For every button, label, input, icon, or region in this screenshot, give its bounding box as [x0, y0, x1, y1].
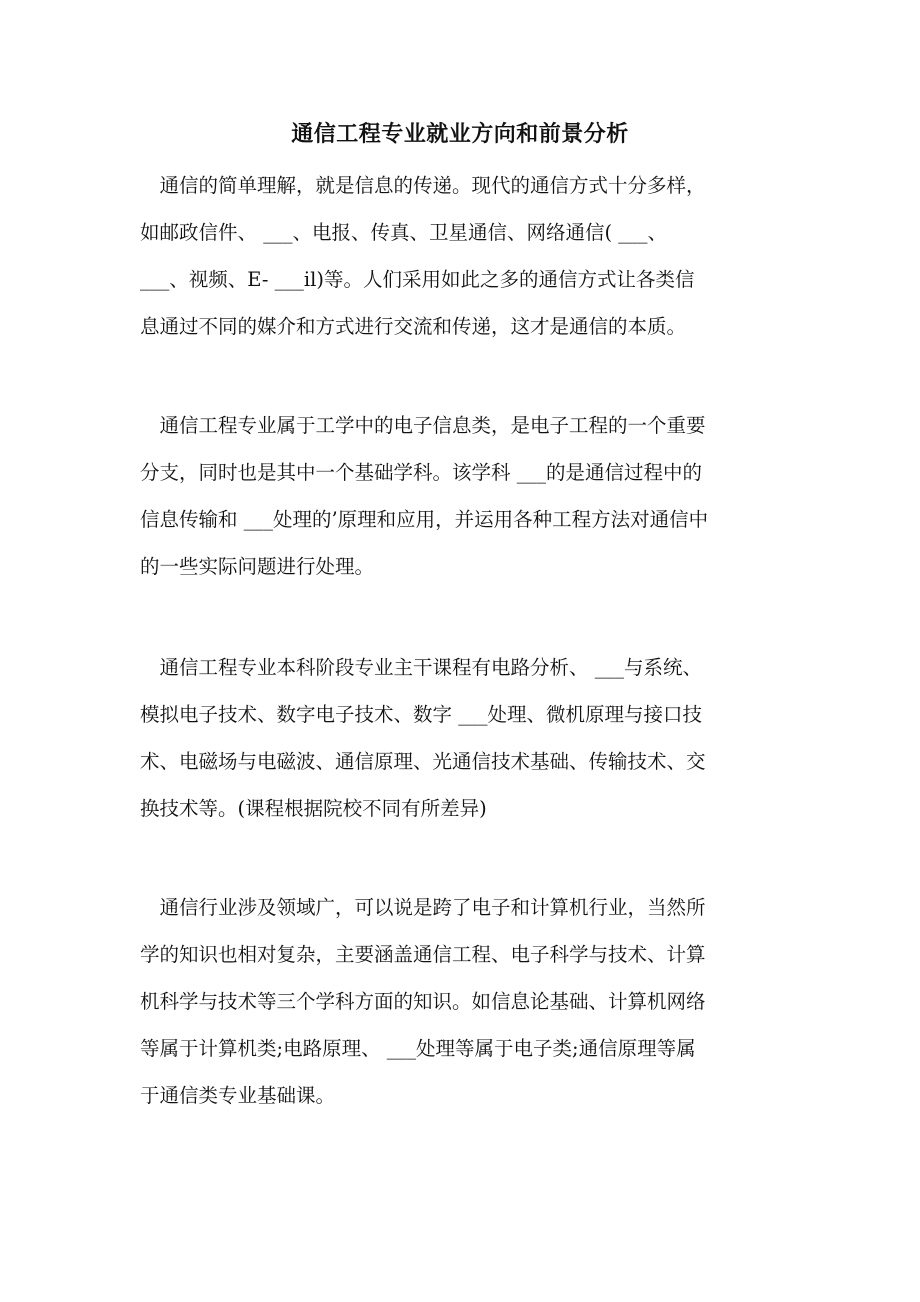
paragraph-line: 等属于计算机类;电路原理、 ___处理等属于电子类;通信原理等属	[140, 1037, 696, 1060]
paragraph-line: 的一些实际问题进行处理。	[140, 555, 375, 578]
paragraph-2	[140, 402, 780, 590]
paragraph-1	[140, 162, 780, 350]
paragraph-line: 通信工程专业属于工学中的电子信息类，是电子工程的一个重要	[140, 414, 706, 437]
paragraph-line: 如邮政信件、 ___、电报、传真、卫星通信、网络通信( ___、	[140, 221, 668, 244]
paragraph-line: 于通信类专业基础课。	[140, 1084, 336, 1107]
paragraph-line: 通信的简单理解，就是信息的传递。现代的通信方式十分多样，	[140, 174, 706, 197]
paragraph-line: 术、电磁场与电磁波、通信原理、光通信技术基础、传输技术、交	[140, 750, 706, 773]
paragraph-3	[140, 644, 780, 832]
paragraph-line: 息通过不同的媒介和方式进行交流和传递，这才是通信的本质。	[140, 315, 687, 338]
paragraph-4	[140, 884, 780, 1119]
paragraph-line: 机科学与技术等三个学科方面的知识。如信息论基础、计算机网络	[140, 990, 706, 1013]
paragraph-line: 通信行业涉及领域广，可以说是跨了电子和计算机行业，当然所	[140, 896, 706, 919]
paragraph-line: 分支，同时也是其中一个基础学科。该学科 ___的是通信过程中的	[140, 461, 702, 484]
paragraph-line: 换技术等。(课程根据院校不同有所差异)	[140, 797, 487, 820]
paragraph-line: 信息传输和 ___处理的’原理和应用，并运用各种工程方法对通信中	[140, 508, 709, 531]
paragraph-line: ___、视频、E- ___il)等。人们采用如此之多的通信方式让各类信	[140, 268, 695, 291]
paragraph-line: 通信工程专业本科阶段专业主干课程有电路分析、 ___与系统、	[140, 656, 702, 679]
paragraph-line: 模拟电子技术、数字电子技术、数字 ___处理、微机原理与接口技	[140, 703, 702, 726]
paragraph-line: 学的知识也相对复杂，主要涵盖通信工程、电子科学与技术、计算	[140, 943, 706, 966]
document-title: 通信工程专业就业方向和前景分析	[291, 121, 629, 147]
